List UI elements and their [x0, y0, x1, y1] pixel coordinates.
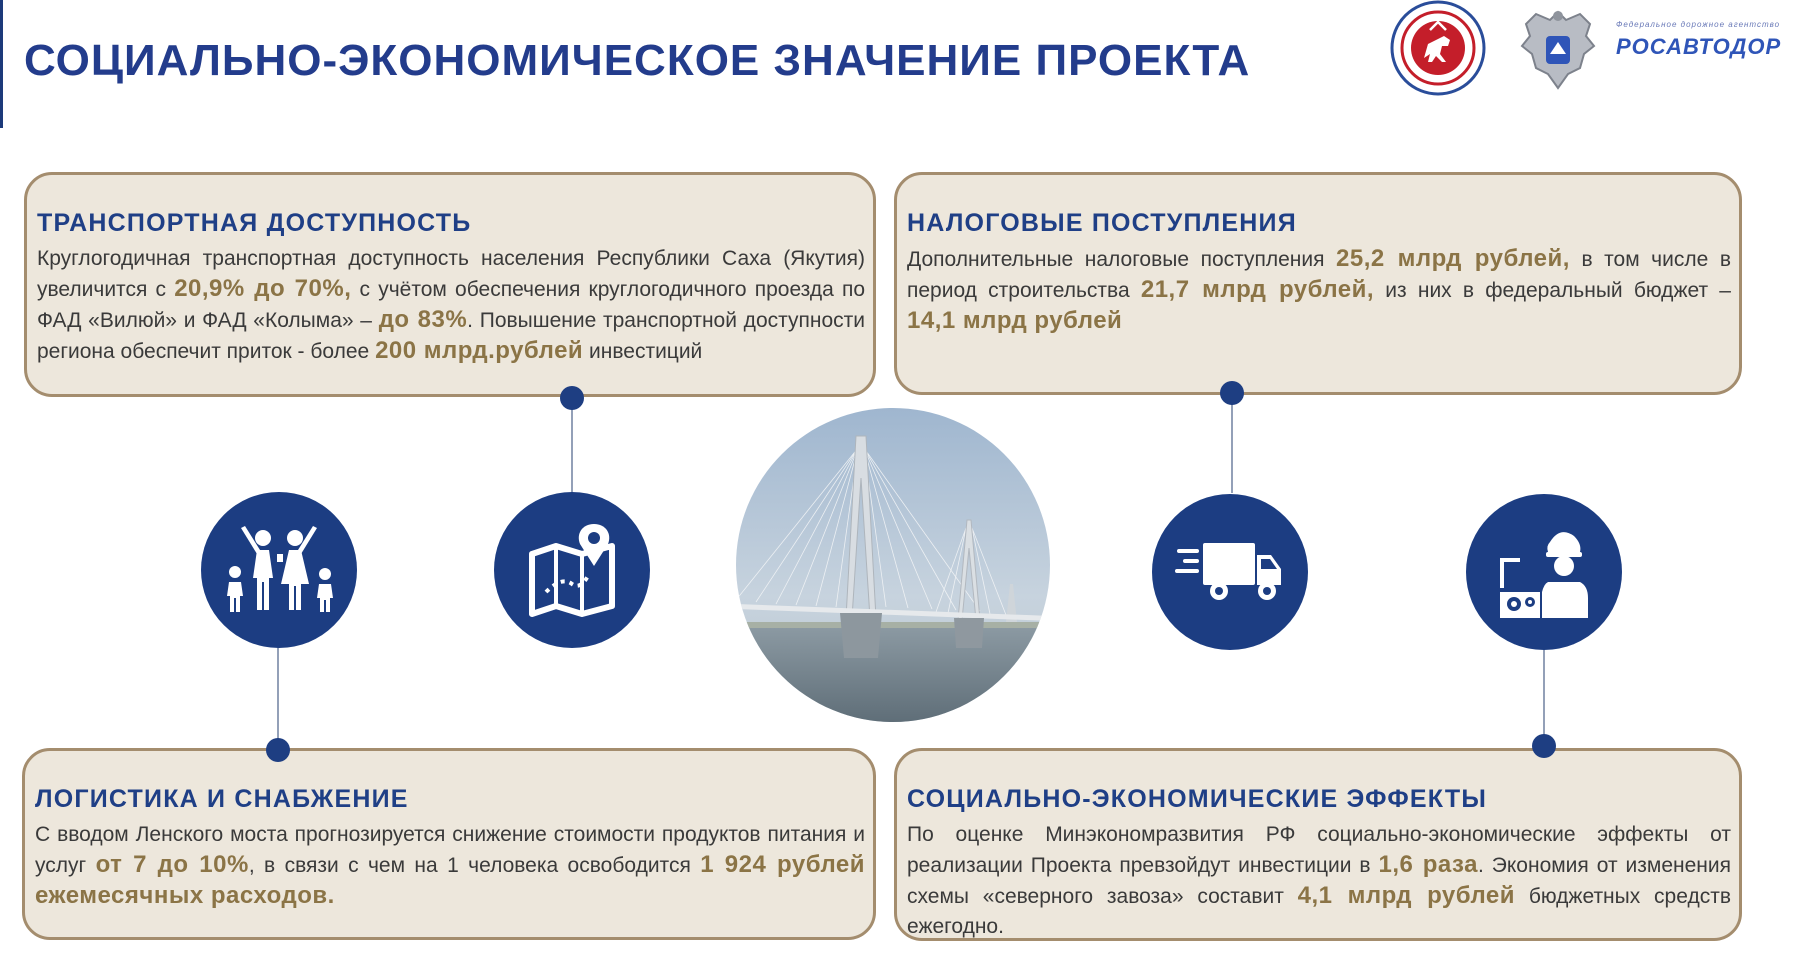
connector-dot: [560, 386, 584, 410]
text-segment: бюджетных средств ежегодно.: [907, 885, 1731, 938]
map-pin-icon: [522, 520, 622, 620]
highlight-value: 200 млрд.рублей: [375, 337, 584, 364]
text-segment: в том числе в период строительства: [907, 248, 1731, 302]
transport-accessibility-text: [37, 244, 865, 367]
transport-accessibility-heading: ТРАНСПОРТНАЯ ДОСТУПНОСТЬ: [37, 209, 472, 237]
rosavtodor-caption: Федеральное дорожное агентство: [1616, 20, 1781, 29]
text-segment: Дополнительные налоговые поступления: [907, 248, 1337, 271]
logistics-supply-heading: ЛОГИСТИКА И СНАБЖЕНИЕ: [35, 785, 409, 813]
bridge-illustration: [736, 408, 1050, 722]
connector-line: [1543, 640, 1545, 746]
cable-stayed-bridge-image: [736, 408, 1050, 722]
truck-icon-badge: [1152, 494, 1308, 650]
connector-line: [1231, 393, 1233, 493]
worker-gears-icon: [1494, 522, 1594, 622]
highlight-value: 14,1 млрд рублей: [907, 307, 1123, 334]
tax-revenue-box: [894, 172, 1742, 395]
highlight-value: 1,6 раза: [1378, 851, 1478, 878]
text-segment: С вводом Ленского моста прогнозируется снижение стоимости продуктов питания и услуг: [35, 823, 865, 877]
family-icon: [219, 522, 339, 618]
sakha-emblem-icon: [1390, 0, 1486, 96]
connector-dot: [266, 738, 290, 762]
logistics-supply-box: [22, 748, 876, 940]
connector-line: [571, 398, 573, 494]
highlight-value: от 7 до 10%: [95, 851, 249, 878]
map-icon-badge: [494, 492, 650, 648]
highlight-value: 21,7 млрд рублей,: [1140, 276, 1375, 303]
text-segment: инвестиций: [583, 340, 703, 363]
rosavtodor-wordmark: РОСАВТОДОР: [1616, 34, 1782, 59]
text-segment: . Экономия от изменения схемы «северного завоза» составит: [907, 854, 1732, 908]
highlight-value: 25,2 млрд рублей,: [1336, 245, 1570, 272]
russia-eagle-emblem-icon: [1510, 2, 1606, 94]
text-segment: , в связи с чем на 1 человека освободится: [248, 854, 701, 877]
text-segment: Круглогодичная транспортная доступность населения Республики Саха (Якутия) увеличится с: [37, 247, 865, 301]
connector-dot: [1532, 734, 1556, 758]
logos: [1390, 0, 1809, 100]
highlight-value: 1 924 рублей ежемесячных расходов.: [35, 851, 865, 909]
socio-economic-effects-box: [894, 748, 1742, 941]
tax-revenue-heading: НАЛОГОВЫЕ ПОСТУПЛЕНИЯ: [907, 209, 1297, 237]
page-title: СОЦИАЛЬНО-ЭКОНОМИЧЕСКОЕ ЗНАЧЕНИЕ ПРОЕКТА: [24, 36, 1251, 85]
header-accent-bar: [0, 0, 3, 128]
worker-icon-badge: [1466, 494, 1622, 650]
text-segment: с учётом обеспечения круглогодичного проезда по ФАД «Вилюй» и ФАД «Колыма» –: [37, 278, 866, 332]
highlight-value: до 83%: [378, 306, 468, 333]
text-segment: По оценке Минэкономразвития РФ социально-экономические эффекты от реализации Проекта превзойдут инвестиции в: [907, 823, 1731, 877]
highlight-value: 20,9% до 70%,: [174, 275, 352, 302]
socio-economic-effects-text: [907, 820, 1731, 942]
family-icon-badge: [201, 492, 357, 648]
socio-economic-effects-heading: СОЦИАЛЬНО-ЭКОНОМИЧЕСКИЕ ЭФФЕКТЫ: [907, 785, 1488, 813]
delivery-truck-icon: [1175, 537, 1285, 607]
transport-accessibility-box: [24, 172, 876, 397]
logistics-supply-text: [35, 820, 865, 912]
connector-dot: [1220, 381, 1244, 405]
text-segment: . Повышение транспортной доступности региона обеспечит приток - более: [37, 309, 865, 363]
tax-revenue-text: [907, 244, 1731, 337]
connector-line: [277, 640, 279, 750]
highlight-value: 4,1 млрд рублей: [1297, 882, 1516, 909]
text-segment: из них в федеральный бюджет –: [1374, 279, 1731, 302]
